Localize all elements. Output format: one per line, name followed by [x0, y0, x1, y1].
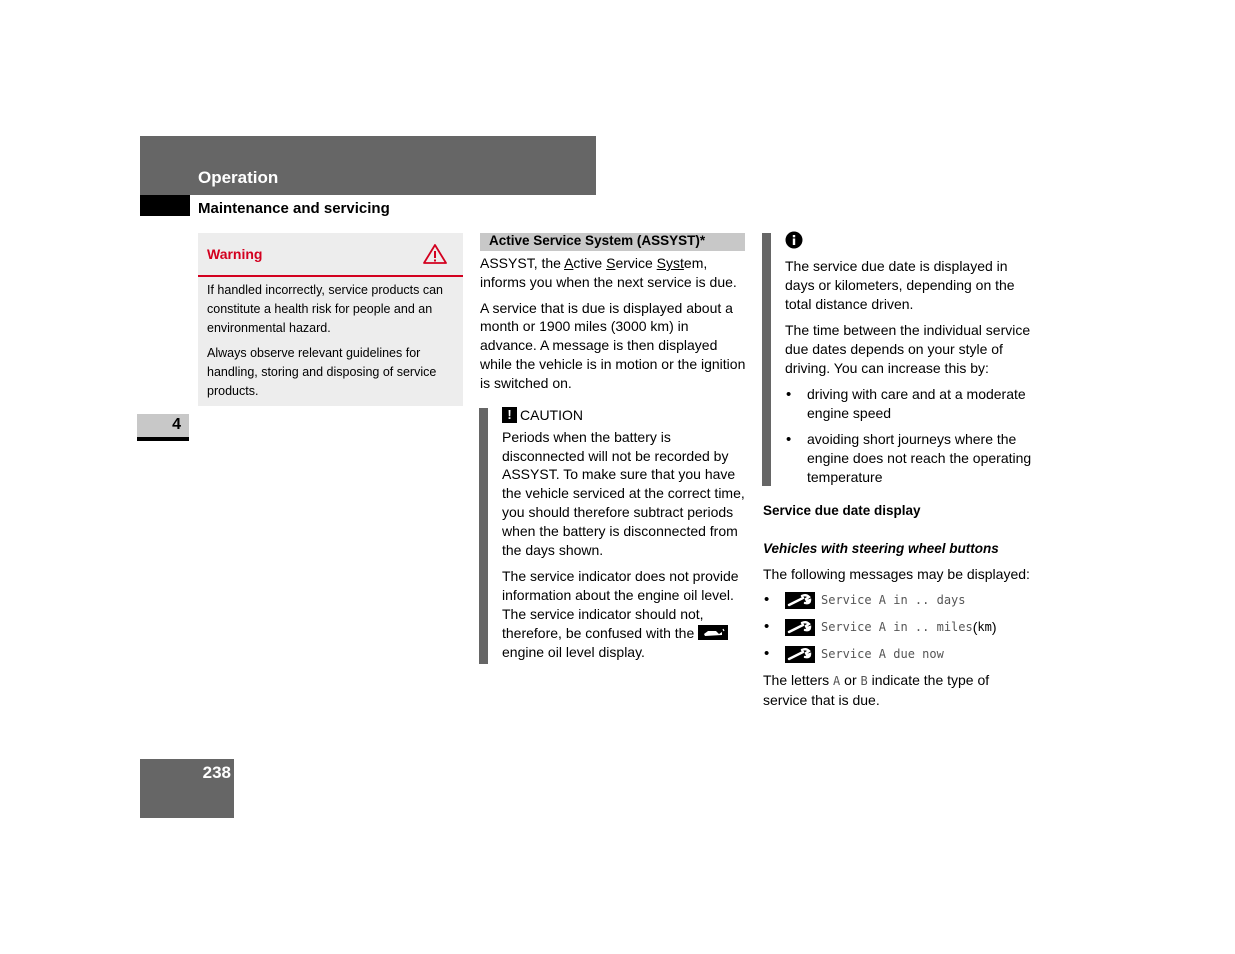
section-title: Operation	[198, 168, 279, 187]
warning-triangle-icon	[422, 243, 448, 265]
wrench-icon	[785, 592, 815, 609]
message-text: • Service A due now	[821, 646, 944, 661]
caution-block	[502, 406, 750, 669]
page-number-box	[140, 759, 234, 818]
caution-header	[502, 406, 750, 425]
chapter-tab	[137, 414, 189, 441]
info-block	[785, 231, 1035, 494]
assyst-paragraph: A service that is due is displayed about a month or 1900 miles (3000 km) in advance. A message is then displayed while the vehicle is in motion or the ignition is switched on.	[480, 299, 746, 391]
assyst-heading: Active Service System (ASSYST)*	[489, 233, 706, 248]
wrench-icon	[785, 619, 815, 636]
caution-paragraph: Periods when the battery is disconnected will not be recorded by ASSYST. To make sure that you have the vehicle serviced at the correct time, you should therefore subtract periods when the battery is disconnected from the days shown.	[502, 428, 745, 558]
info-icon	[785, 231, 803, 249]
warning-paragraph: Always observe relevant guidelines for handling, storing and disposing of service products.	[207, 346, 437, 398]
list-item	[763, 590, 1033, 610]
letters-explanation: The letters A or B indicate the type of service that is due.	[763, 672, 990, 708]
assyst-text	[480, 254, 748, 400]
info-side-bar	[762, 233, 771, 486]
list-item: • Service A in .. miles ( km )	[763, 617, 1033, 637]
chapter-number: 4	[172, 416, 181, 433]
caution-label: CAUTION	[520, 407, 583, 423]
service-display-heading: Service due date display	[763, 503, 921, 518]
service-display-intro: The following messages may be displayed:	[763, 566, 1030, 582]
subsection-title: Maintenance and servicing	[198, 200, 390, 217]
engine-oil-icon	[698, 625, 728, 640]
caution-exclamation-icon: !	[502, 407, 517, 423]
assyst-heading-bar	[480, 233, 745, 251]
warning-box	[198, 233, 463, 406]
section-marker	[140, 195, 190, 216]
info-bullet-list	[785, 385, 1035, 487]
info-paragraph: The time between the individual service due dates depends on your style of driving. You can increase this by:	[785, 322, 1031, 376]
list-item: • driving with care and at a moderate engine speed	[785, 385, 1035, 423]
page-number: 238	[202, 763, 231, 782]
list-item: • avoiding short journeys where the engine does not reach the operating temperature	[785, 430, 1035, 487]
warning-title: Warning	[207, 246, 263, 262]
message-text: • Service A in .. miles	[821, 619, 973, 634]
wrench-icon	[785, 646, 815, 663]
info-paragraph: The service due date is displayed in days or kilometers, depending on the total distance driven.	[785, 258, 1015, 312]
warning-body	[207, 281, 457, 407]
warning-header	[198, 233, 463, 277]
list-item	[763, 644, 1033, 664]
caution-side-bar	[479, 408, 488, 664]
message-text: • Service A in .. days	[821, 592, 966, 607]
warning-paragraph: If handled incorrectly, service products can constitute a health risk for people and an environmental hazard.	[207, 283, 443, 335]
caution-paragraph: The service indicator does not provide information about the engine oil level. The service indicator should not, therefore, be confused with the engine oil level display.	[502, 568, 739, 660]
service-display-section	[763, 500, 1033, 710]
message-list	[763, 590, 1033, 664]
service-display-subheading: Vehicles with steering wheel buttons	[763, 541, 999, 556]
assyst-intro: ASSYST, the Active Service System, informs you when the next service is due.	[480, 255, 737, 290]
